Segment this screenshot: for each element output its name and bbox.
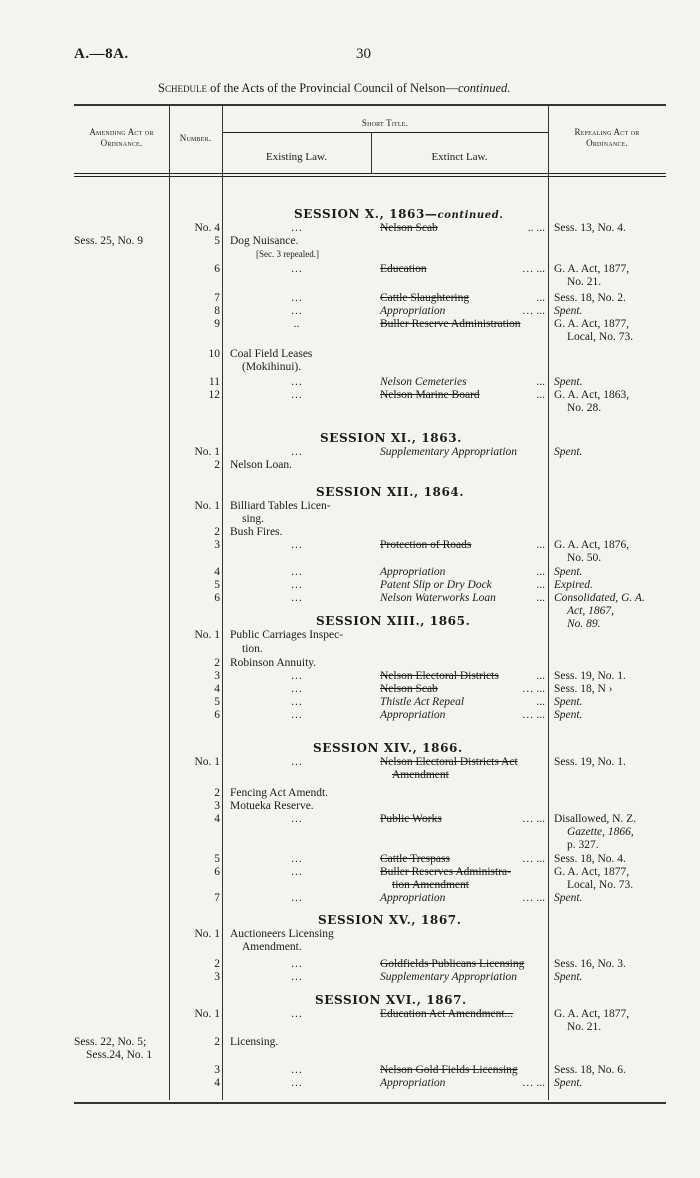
act-number: 5 bbox=[214, 853, 220, 865]
existing-law: … bbox=[290, 892, 303, 904]
repealing-act: Spent. bbox=[554, 446, 583, 458]
act-number: 4 bbox=[214, 566, 220, 578]
existing-law: … bbox=[290, 971, 303, 983]
act-number: 9 bbox=[214, 318, 220, 330]
repealing-act: G. A. Act, 1877, bbox=[554, 1008, 630, 1020]
act-number: 4 bbox=[214, 683, 220, 695]
repealing-act: Sess. 16, No. 3. bbox=[554, 958, 626, 970]
repealing-act: Spent. bbox=[554, 709, 583, 721]
repealing-act: Spent. bbox=[554, 696, 583, 708]
act-number: 2 bbox=[214, 958, 220, 970]
amending-act: Sess. 25, No. 9 bbox=[74, 235, 144, 247]
existing-law: Fencing Act Amendt. bbox=[230, 787, 329, 799]
repealing-act: Act, 1867, bbox=[567, 605, 614, 617]
extinct-law: Nelson Electoral Districts Act bbox=[380, 756, 518, 768]
existing-law: Motueka Reserve. bbox=[230, 800, 314, 812]
extinct-law-leader: ... bbox=[536, 389, 545, 401]
existing-law: … bbox=[290, 1008, 303, 1020]
amending-act: Sess.24, No. 1 bbox=[86, 1049, 153, 1061]
existing-law: … bbox=[290, 539, 303, 551]
extinct-law-leader: … ... bbox=[522, 853, 545, 865]
extinct-law-leader: … ... bbox=[522, 813, 545, 825]
extinct-law: Appropriation bbox=[380, 709, 446, 721]
extinct-law: Buller Reserves Administra- bbox=[380, 866, 511, 878]
act-number: 5 bbox=[214, 696, 220, 708]
extinct-law: Goldfields Publicans Licensing bbox=[380, 958, 525, 970]
extinct-law: Amendment bbox=[392, 769, 449, 781]
header-amending-line1: Amending Act or bbox=[89, 127, 154, 137]
existing-law: … bbox=[290, 696, 303, 708]
existing-law: … bbox=[290, 670, 303, 682]
title-rest: of the Acts of the Provincial Council of Nelson— bbox=[206, 81, 458, 95]
existing-law: … bbox=[290, 446, 303, 458]
repealing-act: No. 28. bbox=[567, 402, 602, 414]
extinct-law: Appropriation bbox=[380, 566, 446, 578]
extinct-law: Appropriation bbox=[380, 305, 446, 317]
session-heading-xi: SESSION XI., 1863. bbox=[320, 431, 462, 445]
act-number: 3 bbox=[214, 670, 220, 682]
repealing-act: Spent. bbox=[554, 305, 583, 317]
existing-law: tion. bbox=[242, 643, 263, 655]
extinct-law-leader: .. ... bbox=[527, 222, 545, 234]
amending-act: Sess. 22, No. 5; bbox=[74, 1036, 147, 1048]
existing-law: … bbox=[290, 866, 303, 878]
repealing-act: Spent. bbox=[554, 376, 583, 388]
existing-law: … bbox=[290, 1077, 303, 1089]
act-number: 2 bbox=[214, 657, 220, 669]
repealing-act: Local, No. 73. bbox=[567, 331, 634, 343]
extinct-law-leader: … ... bbox=[522, 709, 545, 721]
extinct-law-leader: ... bbox=[536, 670, 545, 682]
existing-law: … bbox=[290, 853, 303, 865]
session-heading-xvi: SESSION XVI., 1867. bbox=[315, 993, 467, 1007]
existing-law: … bbox=[290, 292, 303, 304]
existing-law: … bbox=[290, 376, 303, 388]
repealing-act: No. 21. bbox=[567, 1021, 602, 1033]
header-repealing-line1: Repealing Act or bbox=[574, 127, 640, 137]
act-number: 5 bbox=[214, 579, 220, 591]
extinct-law: Nelson Marine Board bbox=[380, 389, 480, 401]
act-number: 2 bbox=[214, 787, 220, 799]
extinct-law-leader: … ... bbox=[522, 305, 545, 317]
page-number: 30 bbox=[356, 46, 371, 62]
session-x-label: SESSION X., 1863— bbox=[294, 207, 438, 221]
extinct-law-leader: ... bbox=[536, 696, 545, 708]
repealing-act: Sess. 18, No. 4. bbox=[554, 853, 626, 865]
existing-law: Coal Field Leases bbox=[230, 348, 313, 360]
extinct-law: Nelson Electoral Districts bbox=[380, 670, 499, 682]
header-bottom-rule bbox=[74, 173, 666, 174]
session-heading-xv: SESSION XV., 1867. bbox=[318, 913, 462, 927]
repealing-act: Expired. bbox=[554, 579, 593, 591]
act-number: 7 bbox=[214, 892, 220, 904]
existing-law: … bbox=[290, 683, 303, 695]
header-short-title: Short Title. bbox=[361, 118, 409, 128]
act-number: 6 bbox=[214, 866, 220, 878]
extinct-law-leader: ... bbox=[536, 579, 545, 591]
repealing-act: No. 89. bbox=[567, 618, 601, 630]
extinct-law: Nelson Scab bbox=[380, 683, 438, 695]
repealing-act: G. A. Act, 1876, bbox=[554, 539, 630, 551]
existing-law: … bbox=[290, 1064, 303, 1076]
extinct-law: Patent Slip or Dry Dock bbox=[380, 579, 492, 591]
act-number: 7 bbox=[214, 292, 220, 304]
extinct-law-leader: … ... bbox=[522, 892, 545, 904]
session-x-continued: continued. bbox=[437, 210, 504, 221]
extinct-law: Nelson Cemeteries bbox=[380, 376, 467, 388]
extinct-law: Appropriation bbox=[380, 1077, 446, 1089]
existing-law: Nelson Loan. bbox=[230, 459, 292, 471]
repealing-act: G. A. Act, 1877, bbox=[554, 866, 630, 878]
title-continued: continued. bbox=[457, 81, 511, 95]
act-number: 6 bbox=[214, 592, 220, 604]
repealing-act: Spent. bbox=[554, 1077, 583, 1089]
header-number: Number. bbox=[179, 133, 212, 143]
repealing-act: Consolidated, G. A. bbox=[554, 592, 645, 604]
existing-law: … bbox=[290, 709, 303, 721]
act-number: 6 bbox=[214, 263, 220, 275]
existing-law: .. bbox=[293, 318, 300, 330]
existing-law: Robinson Annuity. bbox=[230, 657, 317, 669]
existing-law: … bbox=[290, 592, 303, 604]
act-number: 3 bbox=[214, 539, 220, 551]
extinct-law: Supplementary Appropriation bbox=[380, 971, 518, 983]
existing-law: Licensing. bbox=[230, 1036, 279, 1048]
act-number: 6 bbox=[214, 709, 220, 721]
act-number: No. 1 bbox=[194, 756, 220, 768]
existing-law: (Mokihinui). bbox=[242, 361, 302, 373]
existing-law: Auctioneers Licensing bbox=[230, 928, 334, 940]
existing-law: Billiard Tables Licen- bbox=[230, 500, 331, 512]
act-number: 3 bbox=[214, 1064, 220, 1076]
act-number: No. 1 bbox=[194, 446, 220, 458]
existing-law: sing. bbox=[242, 513, 265, 525]
act-number: No. 1 bbox=[194, 629, 220, 641]
extinct-law: Nelson Waterworks Loan bbox=[380, 592, 496, 604]
existing-law: Bush Fires. bbox=[230, 526, 283, 538]
extinct-law-leader: ... bbox=[536, 592, 545, 604]
existing-law: … bbox=[290, 756, 303, 768]
extinct-law: Nelson Gold Fields Licensing bbox=[380, 1064, 518, 1076]
extinct-law: Protection of Roads bbox=[380, 539, 472, 551]
act-number: 2 bbox=[214, 526, 220, 538]
extinct-law: Buller Reserve Administration bbox=[380, 318, 521, 330]
act-number: 10 bbox=[208, 348, 220, 360]
extinct-law-leader: ... bbox=[536, 539, 545, 551]
act-number: 3 bbox=[214, 971, 220, 983]
session-heading-x bbox=[294, 207, 503, 221]
repealing-act: Spent. bbox=[554, 566, 583, 578]
extinct-law: Public Works bbox=[380, 813, 442, 825]
repealing-act: G. A. Act, 1877, bbox=[554, 318, 630, 330]
existing-law: … bbox=[290, 222, 303, 234]
repealing-act: Spent. bbox=[554, 892, 583, 904]
table-bottom-rule bbox=[74, 1102, 666, 1104]
session-heading-xiii: SESSION XIII., 1865. bbox=[316, 614, 471, 628]
existing-law: Dog Nuisance. bbox=[230, 235, 299, 247]
existing-law: … bbox=[290, 389, 303, 401]
act-number: 11 bbox=[208, 376, 220, 388]
existing-law: … bbox=[290, 958, 303, 970]
repealing-act: No. 50. bbox=[567, 552, 602, 564]
existing-law: … bbox=[290, 579, 303, 591]
extinct-law-leader: … ... bbox=[522, 683, 545, 695]
repealing-act: Sess. 18, No. 2. bbox=[554, 292, 626, 304]
act-number: 4 bbox=[214, 813, 220, 825]
repealing-act: Sess. 19, No. 1. bbox=[554, 670, 626, 682]
title-prefix: Schedule bbox=[158, 81, 207, 95]
repealing-act: Disallowed, N. Z. bbox=[554, 813, 637, 825]
extinct-law-leader: ... bbox=[536, 292, 545, 304]
short-title-divider bbox=[222, 132, 548, 133]
existing-law: … bbox=[290, 813, 303, 825]
repealing-act: Local, No. 73. bbox=[567, 879, 634, 891]
existing-law: … bbox=[290, 566, 303, 578]
act-number: 3 bbox=[214, 800, 220, 812]
extinct-law-leader: … ... bbox=[522, 263, 545, 275]
existing-law: Amendment. bbox=[242, 941, 302, 953]
extinct-law: Education bbox=[380, 263, 427, 275]
existing-law: Public Carriages Inspec- bbox=[230, 629, 344, 641]
page-reference: A.—8A. bbox=[74, 46, 129, 62]
act-number: 8 bbox=[214, 305, 220, 317]
extinct-law: Thistle Act Repeal bbox=[380, 696, 465, 708]
table-top-rule bbox=[74, 104, 666, 106]
act-number: No. 4 bbox=[194, 222, 220, 234]
header-amending-line2: Ordinance. bbox=[100, 138, 143, 148]
extinct-law: Nelson Scab bbox=[380, 222, 438, 234]
repealing-act: Sess. 18, N › bbox=[554, 683, 613, 695]
session-heading-xiv: SESSION XIV., 1866. bbox=[313, 741, 463, 755]
act-number: No. 1 bbox=[194, 500, 220, 512]
repealing-act: p. 327. bbox=[567, 839, 599, 851]
repealing-act: Sess. 19, No. 1. bbox=[554, 756, 626, 768]
repealing-act: Spent. bbox=[554, 971, 583, 983]
extinct-law-leader: ... bbox=[536, 566, 545, 578]
header-bottom-rule-2 bbox=[74, 176, 666, 177]
existing-law: … bbox=[290, 305, 303, 317]
header-extinct-law: Extinct Law. bbox=[431, 151, 488, 163]
extinct-law: tion Amendment bbox=[392, 879, 469, 891]
act-number: 12 bbox=[208, 389, 220, 401]
extinct-law-leader: ... bbox=[536, 376, 545, 388]
extinct-law: Supplementary Appropriation bbox=[380, 446, 518, 458]
repealing-act: Sess. 18, No. 6. bbox=[554, 1064, 626, 1076]
extinct-law: Education Act Amendment... bbox=[380, 1008, 514, 1020]
existing-law-note: [Sec. 3 repealed.] bbox=[256, 249, 319, 259]
act-number: 4 bbox=[214, 1077, 220, 1089]
repealing-act: G. A. Act, 1877, bbox=[554, 263, 630, 275]
header-existing-law: Existing Law. bbox=[266, 151, 327, 163]
act-number: No. 1 bbox=[194, 928, 220, 940]
extinct-law-leader: … ... bbox=[522, 1077, 545, 1089]
repealing-act: Gazette, 1866, bbox=[567, 826, 634, 838]
act-number: No. 1 bbox=[194, 1008, 220, 1020]
repealing-act: G. A. Act, 1863, bbox=[554, 389, 630, 401]
existing-law: … bbox=[290, 263, 303, 275]
extinct-law: Cattle Trespass bbox=[380, 853, 450, 865]
repealing-act: No. 21. bbox=[567, 276, 602, 288]
col-divider-3 bbox=[548, 106, 549, 1100]
act-number: 5 bbox=[214, 235, 220, 247]
session-heading-xii: SESSION XII., 1864. bbox=[316, 485, 465, 499]
act-number: 2 bbox=[214, 1036, 220, 1048]
extinct-law: Cattle Slaughtering bbox=[380, 292, 470, 304]
repealing-act: Sess. 13, No. 4. bbox=[554, 222, 626, 234]
schedule-title bbox=[158, 82, 510, 95]
header-repealing-line2: Ordinance. bbox=[586, 138, 628, 148]
extinct-law: Appropriation bbox=[380, 892, 446, 904]
act-number: 2 bbox=[214, 459, 220, 471]
